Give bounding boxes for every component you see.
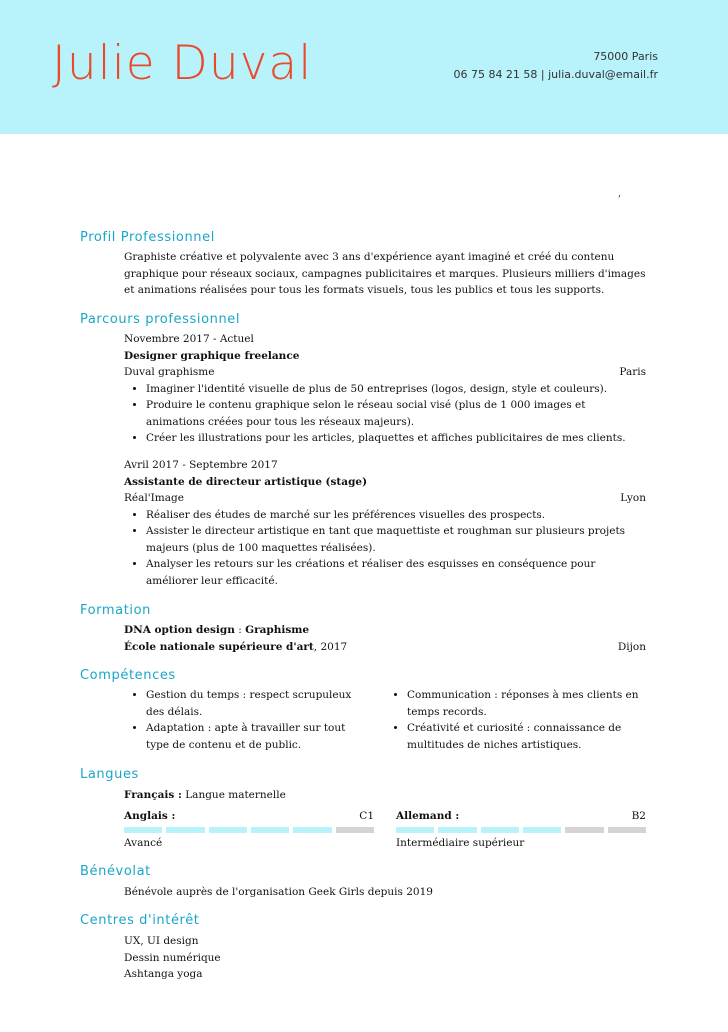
section-title-interests: Centres d'intérêt [80,913,200,928]
language-item [124,808,374,852]
list-item: • Assister le directeur artistique en tant que maquettiste et roughman sur plusieurs projets majeurs (plus de 100 maquettes réalisées). [146,523,646,556]
education-entry [124,622,646,655]
contact-city: 75000 Paris [593,50,658,63]
candidate-name: Julie Duval [52,36,313,91]
language-level-label: Intermédiaire supérieur [396,837,525,849]
job-title: Assistante de directeur artistique (stage) [124,475,368,488]
education-school-row [124,639,646,656]
job-entry [124,331,646,447]
job-bullets [124,507,646,590]
list-item: • Communication : réponses à mes clients en temps records. [407,687,640,720]
list-item: Ashtanga yoga [124,968,203,980]
level-segment [124,827,162,833]
list-item: Dessin numérique [124,951,221,964]
job-entry [124,457,646,589]
level-segment [438,827,476,833]
level-segment [209,827,247,833]
job-company-row [124,490,646,507]
contact-block [453,48,658,84]
level-segment [336,827,374,833]
list-item: • Créer les illustrations pour les articles, plaquettes et affiches publicitaires de mes clients. [146,430,646,447]
list-item: • Créativité et curiosité : connaissance de multitudes de niches artistiques. [407,720,640,753]
level-segment [396,827,434,833]
language-level-bar [396,827,646,833]
list-item: • Imaginer l'identité visuelle de plus de 50 entreprises (logos, design, style et couleurs). [146,381,646,398]
level-segment [608,827,646,833]
job-dates: Avril 2017 - Septembre 2017 [124,459,278,471]
contact-line: 06 75 84 21 58 | julia.duval@email.fr [453,68,658,81]
language-level-label: Avancé [124,837,163,849]
list-item: • Gestion du temps : respect scrupuleux des délais. [146,687,367,720]
section-title-skills: Compétences [80,668,176,683]
education-degree: DNA option design : Graphisme [124,624,310,636]
level-segment [166,827,204,833]
list-item: • Analyser les retours sur les créations et réaliser des esquisses en conséquence pour améliorer leur efficacité. [146,556,646,589]
skills-list [124,687,646,753]
section-title-profile: Profil Professionnel [80,230,215,245]
section-title-experience: Parcours professionnel [80,312,241,327]
stray-mark: , [618,188,622,199]
language-code: B2 [631,809,646,822]
job-company: Réal'Image [124,492,184,504]
interests-list [124,933,646,983]
job-company: Duval graphisme [124,366,215,378]
language-code: C1 [359,809,374,822]
job-company-row [124,364,646,381]
list-item: • Produire le contenu graphique selon le réseau social visé (plus de 1 000 images et animations créées pour tous les réseaux majeurs). [146,397,646,430]
job-dates: Novembre 2017 - Actuel [124,333,254,345]
level-segment [293,827,331,833]
level-segment [565,827,603,833]
section-title-education: Formation [80,603,152,618]
job-bullets [124,381,646,447]
list-item: • Adaptation : apte à travailler sur tout type de contenu et de public. [146,720,367,753]
section-title-volunteer: Bénévolat [80,864,151,879]
language-level-bar [124,827,374,833]
list-item: UX, UI design [124,935,199,947]
job-location: Lyon [620,492,646,504]
job-title: Designer graphique freelance [124,349,300,362]
education-school: École nationale supérieure d'art, 2017 [124,640,348,653]
level-segment [481,827,519,833]
language-name: Allemand : [396,809,460,822]
list-item: • Réaliser des études de marché sur les préférences visuelles des prospects. [146,507,646,524]
level-segment [251,827,289,833]
languages-block [124,787,646,852]
section-title-languages: Langues [80,767,139,782]
language-native: Français : Langue maternelle [124,789,286,801]
education-location: Dijon [617,640,646,653]
language-name: Anglais : [124,809,176,822]
header-banner [0,0,728,134]
level-segment [523,827,561,833]
profile-text: Graphiste créative et polyvalente avec 3 ans d'expérience ayant imaginé et créé du contenu graphique pour réseaux sociaux, campagnes publicitaires et marques. Plusieurs milliers d'images et animations réalisées pour tous les formats visuels, tous les publics et tous les supports. [124,251,646,296]
job-location: Paris [619,366,646,378]
language-item [396,808,646,852]
volunteer-text: Bénévole auprès de l'organisation Geek Girls depuis 2019 [124,886,433,898]
